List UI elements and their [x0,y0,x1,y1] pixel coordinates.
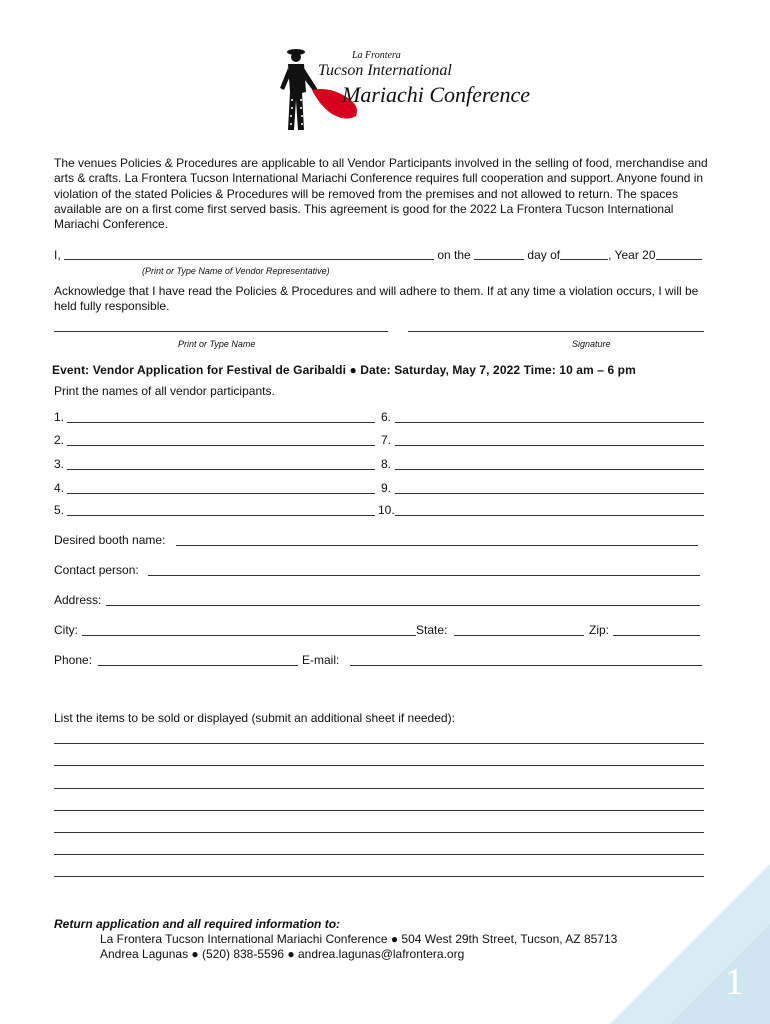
on-the-label: on the [437,248,471,262]
items-line[interactable] [54,810,704,811]
intro-paragraph: The venues Policies & Procedures are applicable to all Vendor Participants involved in the selling of food, merchandise and arts & crafts. La Frontera Tucson International Mariachi Conference requires full cooperation and support. Anyone found in violation of the stated Policies & Procedures will be removed from the premises and not allowed to return. The spaces available are on a first come first served basis. This agreement is good for the 2022 La Frontera Tucson International Mariachi Conference. [54,156,708,232]
page-number: 1 [725,961,744,1003]
return-contact: Andrea Lagunas ● (520) 838-5596 ● andrea.lagunas@lafrontera.org [100,947,465,961]
participant-field[interactable] [395,422,704,423]
state-label: State: [416,623,448,637]
participant-number: 4. [54,481,65,495]
day-of-label: day of [527,248,561,262]
items-line[interactable] [54,743,704,744]
logo-line-3: Mariachi Conference [342,82,530,107]
i-label: I, [54,248,61,262]
items-line[interactable] [54,876,704,877]
zip-field[interactable] [613,635,700,636]
email-label: E-mail: [302,653,340,667]
participant-field[interactable] [67,493,375,494]
participant-number: 5. [54,503,65,517]
logo-line-1: La Frontera [352,50,401,61]
acknowledge-paragraph: Acknowledge that I have read the Policies & Procedures and will adhere to them. If at any time a violation occurs, I will be held fully responsible. [54,284,699,314]
return-address: La Frontera Tucson International Mariachi Conference ● 504 West 29th Street, Tucson, AZ 85713 [100,932,618,946]
booth-name-field[interactable] [176,545,698,546]
zip-label: Zip: [589,623,610,637]
participant-number: 9. [381,481,392,495]
participant-number: 1. [54,410,65,424]
year-label: , Year 20 [608,248,656,262]
participant-number: 7. [381,433,392,447]
vendor-name-field[interactable] [64,247,434,260]
city-label: City: [54,623,78,637]
participant-field[interactable] [395,493,704,494]
address-field[interactable] [106,605,700,606]
month-field[interactable] [560,247,608,260]
conference-logo [268,44,530,136]
contact-person-field[interactable] [148,575,700,576]
print-name-caption: Print or Type Name [178,339,256,349]
city-field[interactable] [82,635,416,636]
items-line[interactable] [54,854,704,855]
participant-number: 10. [378,503,395,517]
email-field[interactable] [350,665,702,666]
page-corner-decoration [610,864,770,1024]
participant-field[interactable] [395,445,704,446]
participant-field[interactable] [67,469,375,470]
event-heading: Event: Vendor Application for Festival de Garibaldi ● Date: Saturday, May 7, 2022 Time: 10 am – 6 pm [52,363,636,377]
participant-field[interactable] [67,515,375,516]
participant-number: 6. [381,410,392,424]
state-field[interactable] [454,635,584,636]
agreement-line [54,247,702,262]
participant-number: 2. [54,433,65,447]
items-line[interactable] [54,765,704,766]
logo-line-2: Tucson International [318,62,452,79]
items-line[interactable] [54,788,704,789]
participant-field[interactable] [395,515,704,516]
signature-field[interactable] [408,331,704,332]
items-prompt: List the items to be sold or displayed (submit an additional sheet if needed): [54,711,455,725]
address-label: Address: [54,593,102,607]
participant-number: 8. [381,457,392,471]
return-title: Return application and all required information to: [54,917,341,931]
contact-person-label: Contact person: [54,563,139,577]
year-field[interactable] [656,247,702,260]
participant-number: 3. [54,457,65,471]
participants-prompt: Print the names of all vendor participants. [54,384,275,398]
day-field[interactable] [474,247,524,260]
booth-name-label: Desired booth name: [54,533,166,547]
items-line[interactable] [54,832,704,833]
participant-field[interactable] [395,469,704,470]
phone-label: Phone: [54,653,93,667]
signature-caption: Signature [572,339,611,349]
vendor-name-caption: (Print or Type Name of Vendor Representative) [142,266,330,276]
participant-field[interactable] [67,445,375,446]
print-name-field[interactable] [54,331,388,332]
phone-field[interactable] [98,665,298,666]
participant-field[interactable] [67,422,375,423]
